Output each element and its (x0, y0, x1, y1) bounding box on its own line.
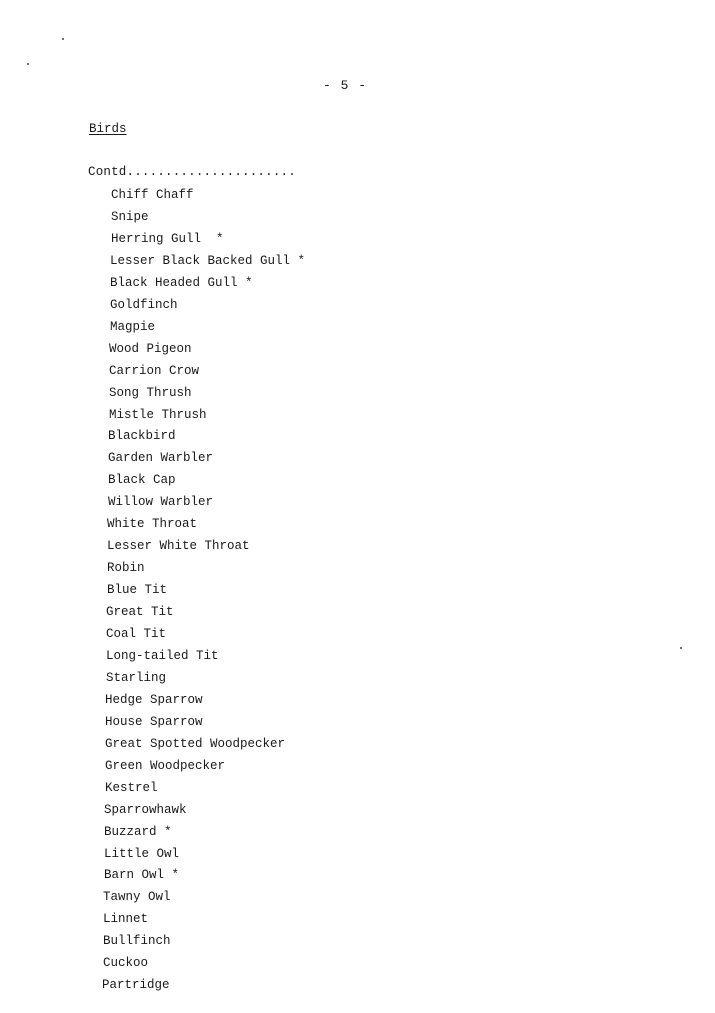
bird-list-item: Hedge Sparrow (105, 692, 203, 707)
bird-list-item: Kestrel (105, 780, 158, 795)
bird-list-item: Herring Gull * (111, 231, 224, 246)
continued-marker: Contd...................... (88, 165, 296, 179)
bird-list-item: Cuckoo (103, 956, 149, 971)
bird-list-item: Great Tit (106, 605, 174, 620)
bird-list-item: Bullfinch (103, 934, 171, 949)
bird-list-item: Carrion Crow (109, 363, 200, 378)
bird-list-item: Black Headed Gull * (110, 275, 253, 290)
bird-list-item: Coal Tit (106, 627, 167, 641)
bird-list-item: White Throat (107, 517, 198, 532)
bird-list-item: Blue Tit (107, 583, 168, 598)
bird-list-item: Robin (107, 561, 145, 576)
bird-list-item: Great Spotted Woodpecker (105, 736, 286, 751)
bird-list-item: Sparrowhawk (104, 802, 187, 817)
bird-list-item: Starling (106, 670, 167, 685)
bird-list-item: Lesser Black Backed Gull * (110, 253, 306, 268)
bird-list-item: Little Owl (104, 846, 180, 861)
bird-list-item: Garden Warbler (108, 451, 214, 466)
bird-list-item: Wood Pigeon (109, 341, 192, 356)
scan-speck (680, 647, 682, 649)
bird-list-item: Long-tailed Tit (106, 648, 219, 663)
bird-list-item: Song Thrush (109, 385, 192, 400)
page-number: - 5 - (323, 78, 368, 93)
bird-list-item: Goldfinch (110, 297, 178, 312)
bird-list-item: Tawny Owl (103, 890, 171, 905)
bird-list-item: Barn Owl * (104, 868, 180, 883)
bird-list-item: Magpie (110, 319, 156, 334)
bird-list-item: Lesser White Throat (107, 539, 250, 554)
bird-list-item: Chiff Chaff (111, 188, 194, 202)
bird-list-item: Linnet (103, 912, 149, 927)
scan-speck (62, 38, 64, 40)
bird-list-item: Blackbird (108, 429, 176, 444)
section-heading: Birds (89, 122, 127, 136)
bird-list-item: Snipe (111, 209, 149, 224)
scan-speck (27, 63, 29, 65)
bird-list-item: Black Cap (108, 473, 176, 488)
bird-list-item: Buzzard * (104, 824, 172, 839)
bird-list-item: House Sparrow (105, 714, 203, 729)
bird-list-item: Mistle Thrush (109, 407, 207, 422)
bird-list-item: Partridge (102, 978, 170, 993)
bird-list-item: Willow Warbler (108, 495, 214, 510)
bird-list-item: Green Woodpecker (105, 758, 226, 773)
